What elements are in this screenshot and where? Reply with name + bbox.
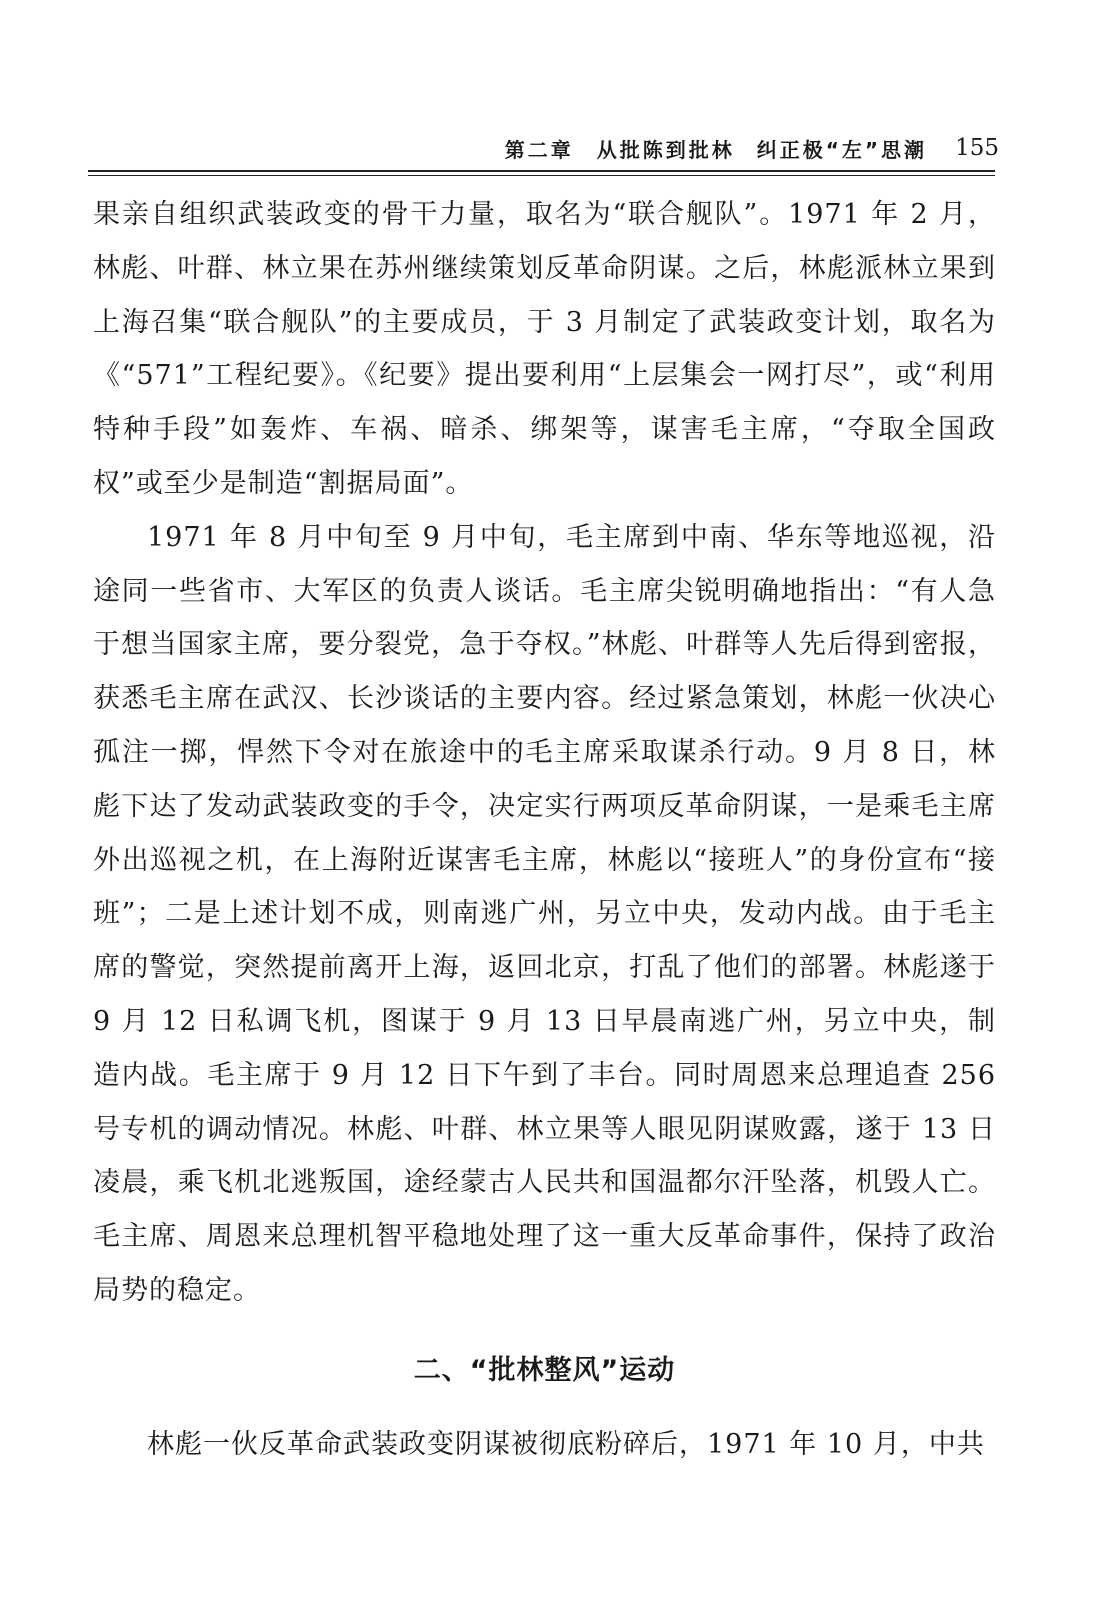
chapter-title: 第二章 从批陈到批林 [504, 137, 735, 162]
section-heading: 二、“批林整风”运动 [413, 1355, 676, 1386]
paragraph-continued: 果亲自组织武装政变的骨干力量，取名为“联合舰队”。1971 年 2 月，林彪、叶群、林立果在苏州继续策划反革命阴谋。之后，林彪派林立果到上海召集“联合舰队”的主要成员，于 3 月制定了武装政变计划，取名为《“571”工程纪要》。《纪要》提出要利用“上层集会一网打尽”，或“利用特种手段”如轰炸、车祸、暗杀、绑架等，谋害毛主席，“夺取全国政权”或至少是制造“割据局面”。 [93, 199, 996, 499]
paragraph: 1971 年 8 月中旬至 9 月中旬，毛主席到中南、华东等地巡视，沿途同一些省市、大军区的负责人谈话。毛主席尖锐明确地指出：“有人急于想当国家主席，要分裂党，急于夺权。”林彪、叶群等人先后得到密报，获悉毛主席在武汉、长沙谈话的主要内容。经过紧急策划，林彪一伙决心孤注一掷，悍然下令对在旅途中的毛主席采取谋杀行动。9 月 8 日，林彪下达了发动武装政变的手令，决定实行两项反革命阴谋，一是乘毛主席外出巡视之机，在上海附近谋害毛主席，林彪以“接班人”的身份宣布“接班”；二是上述计划不成，则南逃广州，另立中央，发动内战。由于毛主席的警觉，突然提前离开上海，返回北京，打乱了他们的部署。林彪遂于 9 月 12 日私调飞机，图谋于 9 月 13 日早晨南逃广州，另立中央，制造内战。毛主席于 9 月 12 日下午到了丰台。同时周恩来总理追查 256 号专机的调动情况。林彪、叶群、林立果等人眼见阴谋败露，遂于 13 日凌晨，乘飞机北逃叛国，途经蒙古人民共和国温都尔汗坠落，机毁人亡。毛主席、周恩来总理机智平稳地处理了这一重大反革命事件，保持了政治局势的稳定。 [93, 521, 996, 1306]
body-text [93, 188, 996, 1318]
chapter-subtitle: 纠正极“左”思潮 [756, 137, 927, 162]
page-number: 155 [955, 135, 999, 161]
running-head [93, 131, 999, 165]
header-rule-thin [88, 175, 995, 176]
header-rule-thick [88, 170, 995, 172]
paragraph-last: 林彪一伙反革命武装政变阴谋被彻底粉碎后，1971 年 10 月，中共 [147, 1429, 985, 1460]
